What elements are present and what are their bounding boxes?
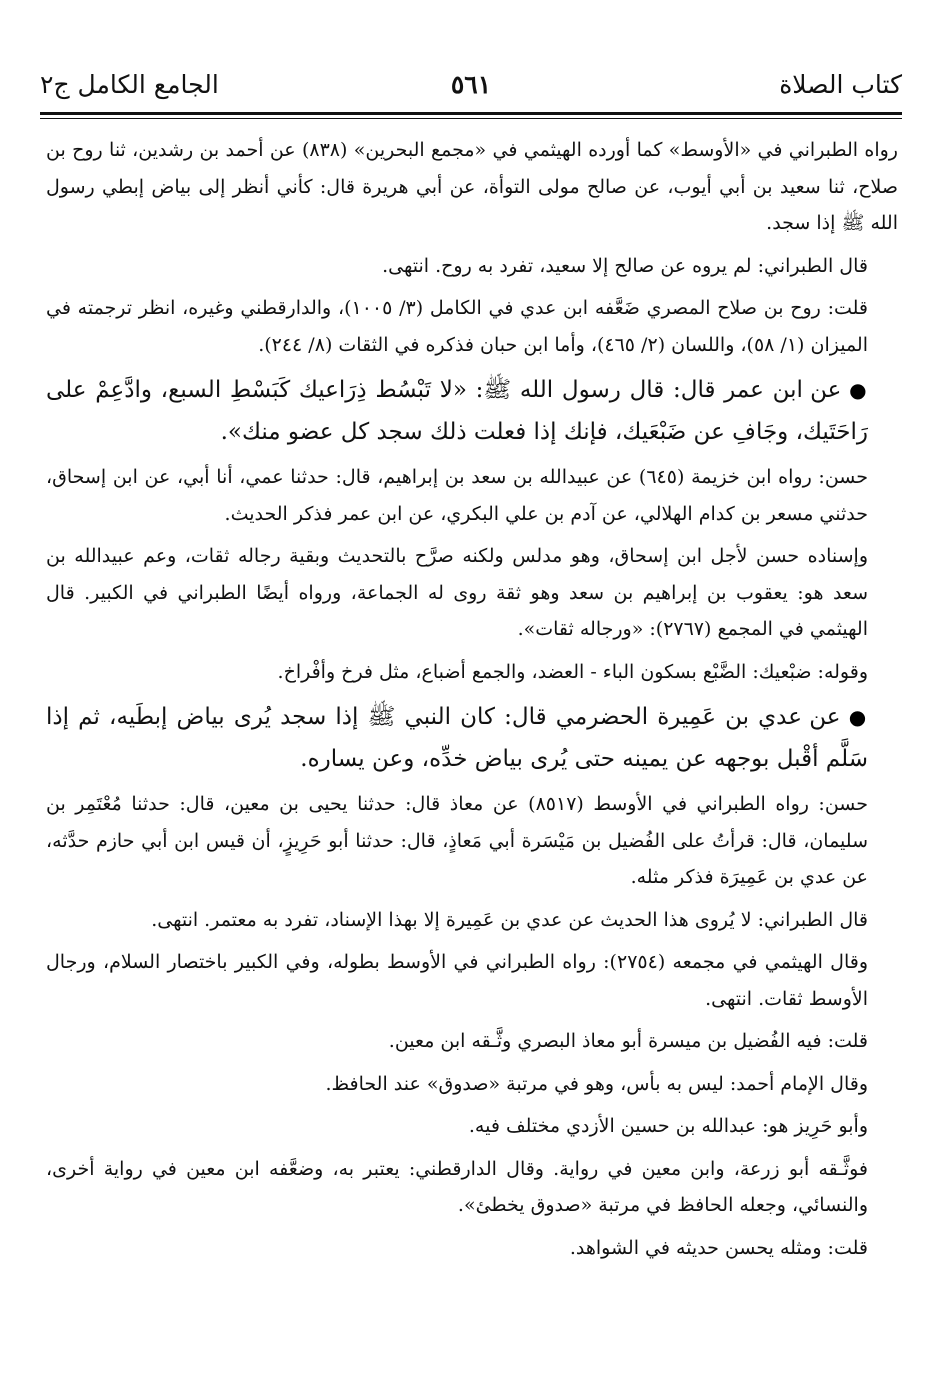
text-paragraph: [46, 1023, 898, 1060]
text-paragraph: [46, 290, 898, 363]
header-rule-thick: [40, 112, 902, 115]
page-header: [40, 60, 902, 110]
text-paragraph: [46, 1066, 898, 1103]
page-body: [46, 132, 898, 1272]
hadith-paragraph: [46, 696, 898, 780]
bullet-icon: ●: [840, 705, 868, 729]
paragraph-text: عن عدي بن عَمِيرة الحضرمي قال: كان النبي ﷺ إذا سجد يُرى بياض إبطَيه، ثم إذا سَلَّم أقْبل بوجهه عن يمينه حتى يُرى بياض خدِّه، وعن يساره.: [46, 704, 868, 772]
paragraph-text: وإسناده حسن لأجل ابن إسحاق، وهو مدلس ولكنه صرَّح بالتحديث وبقية رجاله ثقات، وعم عبيدالله بن سعد هو: يعقوب بن إبراهيم بن سعد وهو ثقة روى له الجماعة، ورواه أيضًا الطبراني في الكبير. قال الهيثمي في المجمع (٢٧٦٧): «ورجاله ثقات».: [46, 545, 868, 640]
hadith-paragraph: [46, 369, 898, 453]
text-paragraph: [46, 1151, 898, 1224]
text-paragraph: [46, 1108, 898, 1145]
paragraph-text: عن ابن عمر قال: قال رسول الله ﷺ: «لا تَبْسُط ذِرَاعيك كَبَسْطِ السبع، وادَّعِمْ على رَاحَتَيك، وجَافِ عن ضَبْعَيك، فإنك إذا فعلت ذلك سجد كل عضو منك».: [46, 377, 868, 445]
page-number: ٥٦١: [450, 70, 492, 99]
header-rule-thin: [40, 118, 902, 119]
paragraph-text: قال الطبراني: لم يروه عن صالح إلا سعيد، تفرد به روح. انتهى.: [382, 254, 868, 277]
book-title: الجامع الكامل ج٢: [40, 70, 219, 99]
paragraph-text: وقال الهيثمي في مجمعه (٢٧٥٤): رواه الطبراني في الأوسط بطوله، وفي الكبير باختصار السلام، ورجال الأوسط ثقات. انتهى.: [46, 951, 869, 1010]
paragraph-text: قلت: ومثله يحسن حديثه في الشواهد.: [569, 1236, 868, 1259]
chapter-title: كتاب الصلاة: [779, 70, 902, 99]
text-paragraph: [46, 786, 898, 896]
paragraph-text: رواه الطبراني في «الأوسط» كما أورده الهيثمي في «مجمع البحرين» (٨٣٨) عن أحمد بن رشدين، ثنا روح بن صلاح، ثنا سعيد بن أبي أيوب، عن صالح مولى التوأة، عن أبي هريرة قال: كأني أنظر إلى بياض إبطي رسول الله ﷺ إذا سجد.: [46, 139, 898, 234]
paragraph-text: وقال الإمام أحمد: ليس به بأس، وهو في مرتبة «صدوق» عند الحافظ.: [325, 1072, 868, 1095]
text-paragraph: [46, 459, 898, 532]
bullet-icon: ●: [841, 378, 868, 402]
text-paragraph: [46, 248, 898, 285]
text-paragraph: [46, 1230, 898, 1267]
paragraph-text: حسن: رواه ابن خزيمة (٦٤٥) عن عبيدالله بن سعد بن إبراهيم، قال: حدثنا عمي، أنا أبي، عن ابن إسحاق، حدثني مسعر بن كدام الهلالي، عن آدم بن علي البكري، عن ابن عمر فذكر الحديث.: [46, 466, 868, 525]
paragraph-text: فوثَّـقه أبو زرعة، وابن معين في رواية. وقال الدارقطني: يعتبر به، وضعَّفه ابن معين في رواية أخرى، والنسائي، وجعله الحافظ في مرتبة «صدوق يخطئ».: [46, 1157, 868, 1216]
text-paragraph: [46, 902, 898, 939]
paragraph-text: قلت: روح بن صلاح المصري ضَعَّفه ابن عدي في الكامل (٣/ ١٠٠٥)، والدارقطني وغيره، انظر ترجمته في الميزان (١/ ٥٨)، واللسان (٢/ ٤٦٥)، وأما ابن حبان فذكره في الثقات (٨/ ٢٤٤).: [46, 297, 868, 356]
paragraph-text: حسن: رواه الطبراني في الأوسط (٨٥١٧) عن معاذ قال: حدثنا يحيى بن معين، قال: حدثنا مُعْتَمِر بن سليمان، قال: قرأتُ على الفُضيل بن مَيْسَرة أبي مَعاذٍ، قال: حدثنا أبو حَرِيزٍ، أن قيس ابن أبي حازم حدَّثه، عن عدي بن عَمِيرَة فذكر مثله.: [46, 793, 868, 888]
paragraph-text: قلت: فيه الفُضيل بن ميسرة أبو معاذ البصري وثَّـقه ابن معين.: [388, 1030, 868, 1052]
text-paragraph: [46, 654, 898, 691]
paragraph-text: قال الطبراني: لا يُروى هذا الحديث عن عدي بن عَمِيرة إلا بهذا الإسناد، تفرد به معتمر. انتهى.: [151, 908, 868, 931]
text-paragraph: [46, 132, 898, 242]
paragraph-text: وقوله: ضبْعيك: الضَّبْع بسكون الباء - العضد، والجمع أضباع، مثل فرخ وأفْراخ.: [277, 660, 868, 683]
text-paragraph: [46, 538, 898, 648]
paragraph-text: وأبو حَرِيز هو: عبدالله بن حسين الأزدي مختلف فيه.: [468, 1115, 868, 1137]
text-paragraph: [46, 944, 898, 1017]
